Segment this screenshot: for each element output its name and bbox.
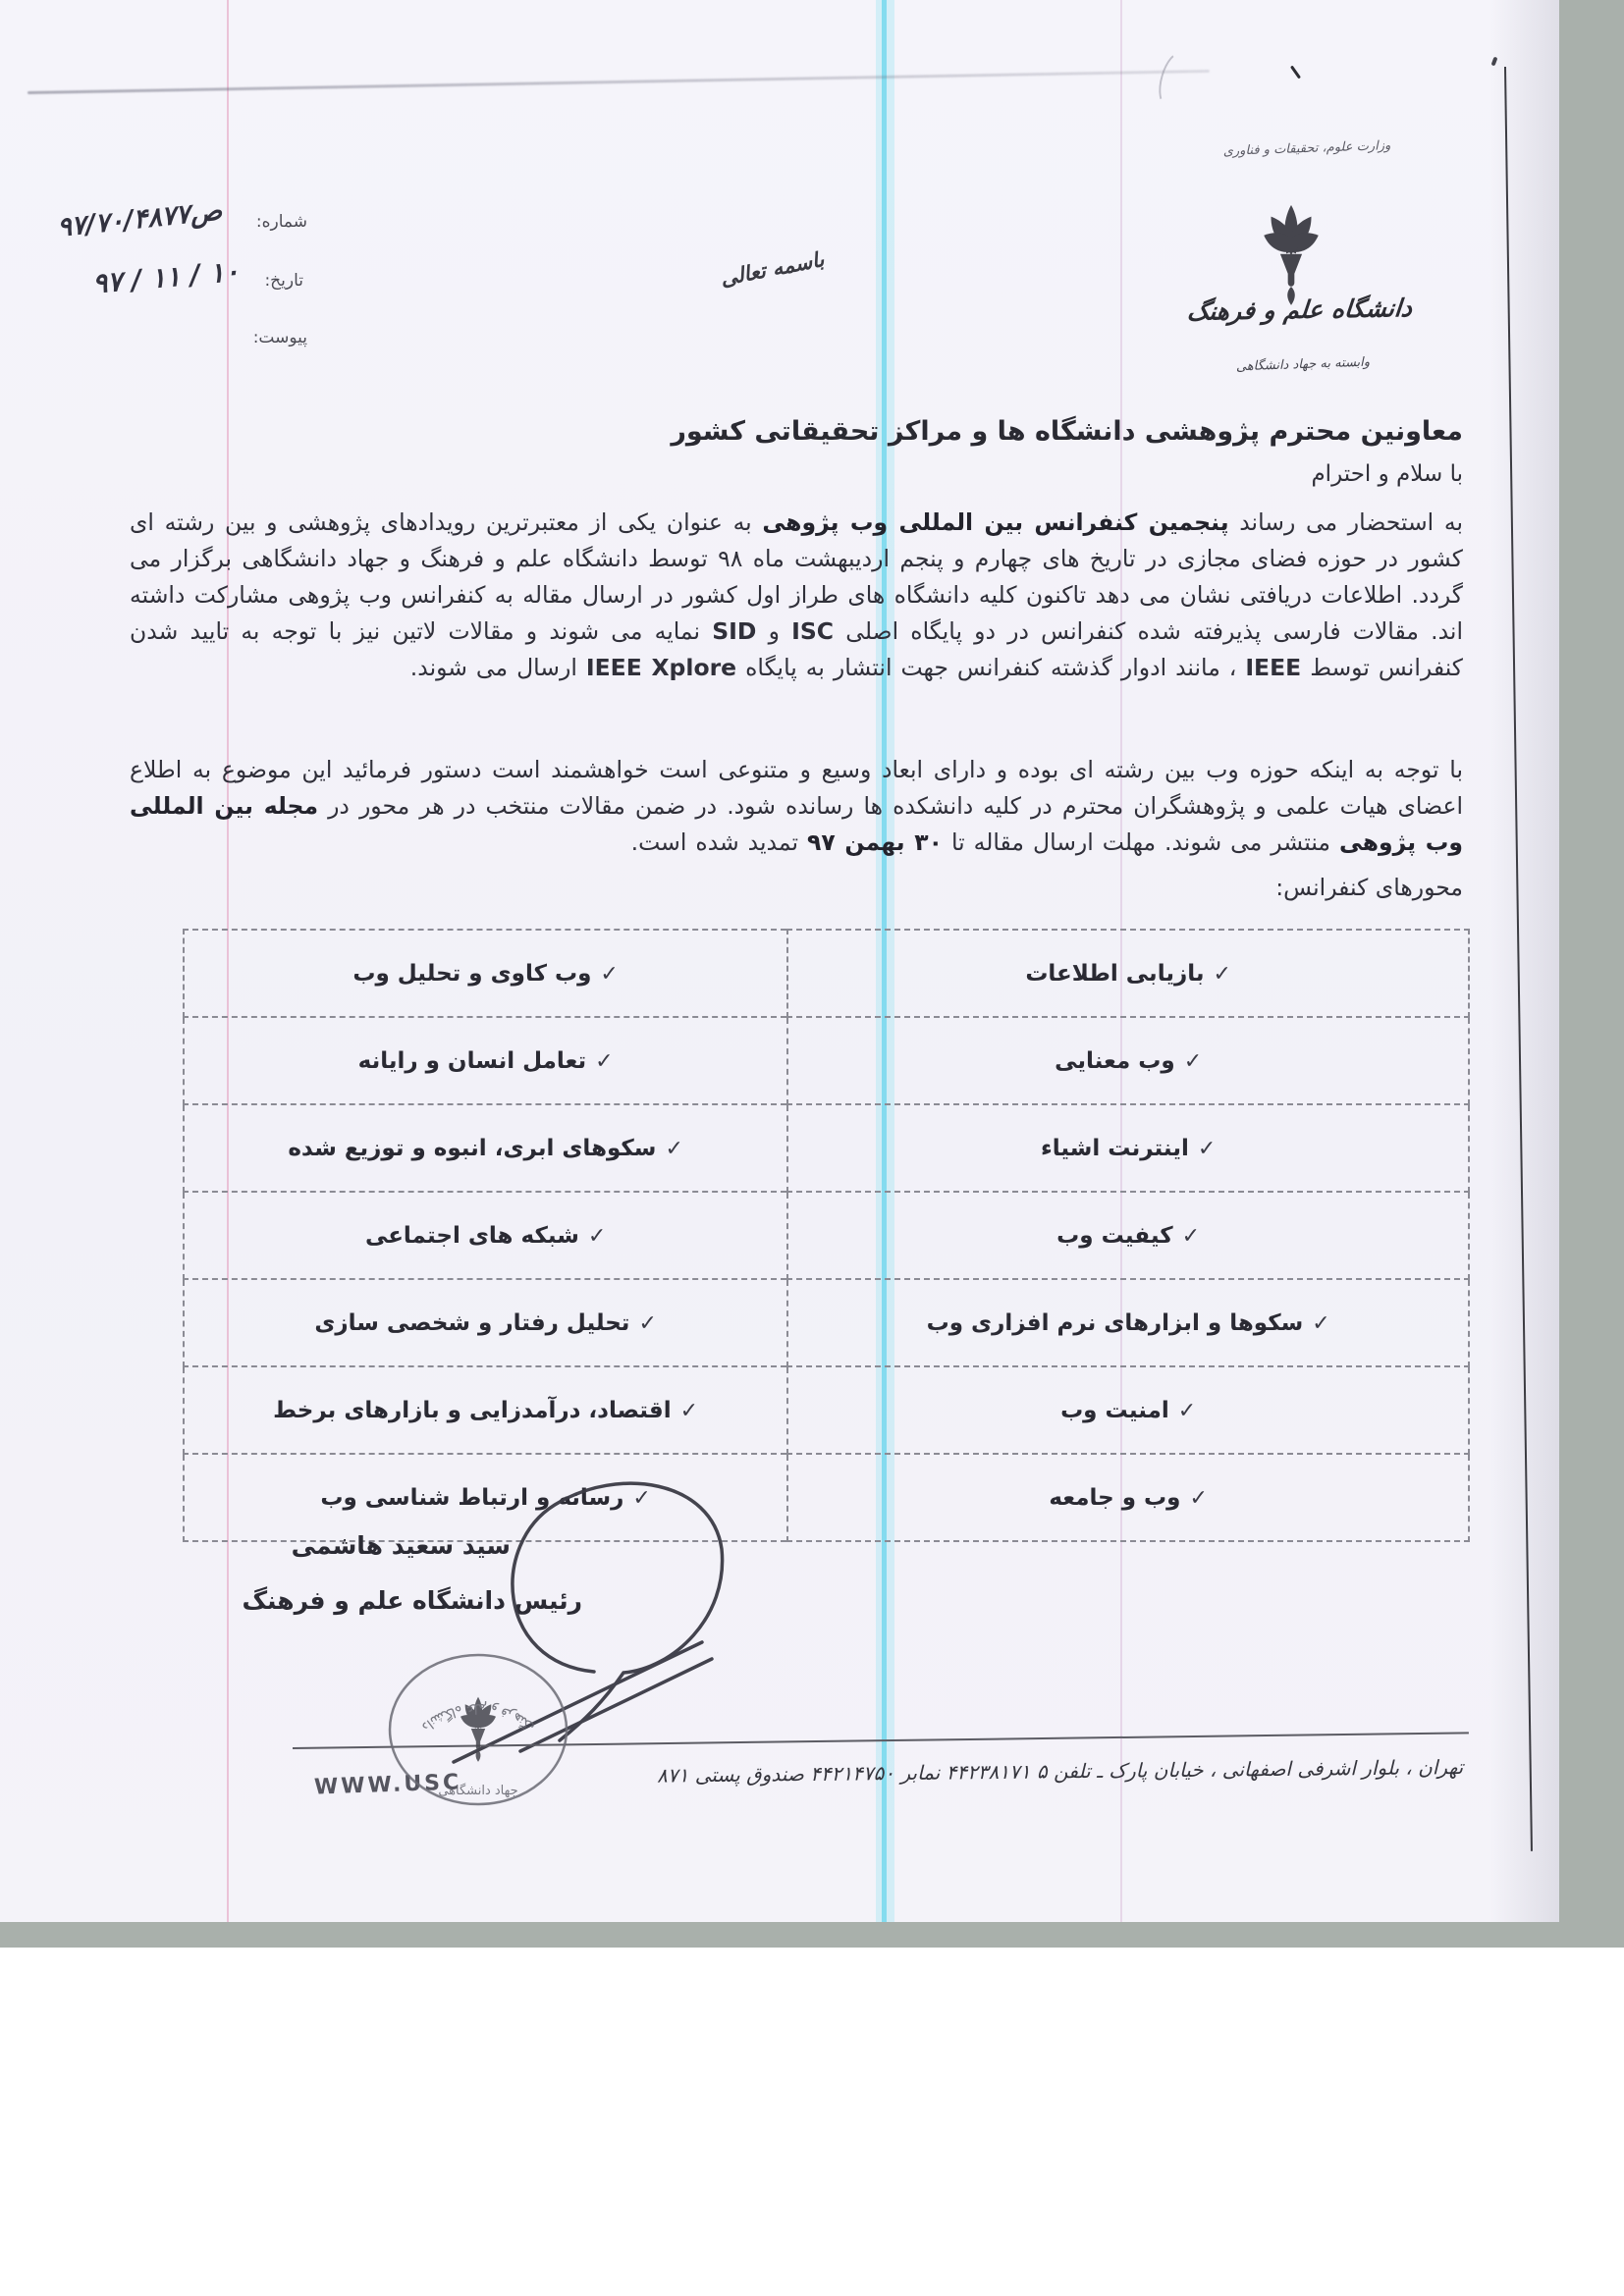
stamp-arc-bottom: جهاد دانشگاهی bbox=[438, 1784, 518, 1798]
date-value: ۹۷ / ۱۱ / ۱۰ bbox=[91, 254, 242, 300]
topic-label: سکوهای ابری، انبوه و توزیع شده bbox=[288, 1135, 657, 1161]
check-icon: ✓ bbox=[1189, 1485, 1208, 1511]
paper-edge-shadow bbox=[1490, 0, 1559, 1922]
check-icon: ✓ bbox=[1177, 1398, 1197, 1423]
check-icon: ✓ bbox=[665, 1136, 683, 1161]
ref-number-label: شماره: bbox=[255, 212, 307, 232]
topic-cell bbox=[787, 1104, 1469, 1192]
check-icon: ✓ bbox=[638, 1310, 657, 1336]
signatory-title: رئیس دانشگاه علم و فرهنگ bbox=[242, 1586, 582, 1615]
topic-cell bbox=[787, 1454, 1469, 1541]
topic-label: وب کاوی و تحلیل وب bbox=[352, 960, 592, 987]
check-icon: ✓ bbox=[1213, 961, 1231, 987]
topic-label: تعامل انسان و رایانه bbox=[357, 1047, 587, 1074]
check-icon: ✓ bbox=[595, 1048, 614, 1074]
check-icon: ✓ bbox=[1183, 1048, 1203, 1074]
table-row bbox=[184, 1104, 1469, 1192]
university-stamp bbox=[381, 1645, 575, 1814]
topic-cell bbox=[184, 1017, 787, 1104]
check-icon: ✓ bbox=[1197, 1136, 1217, 1161]
university-affiliation: وابسته به جهاد دانشگاهی bbox=[1235, 354, 1371, 375]
topic-label: تحلیل رفتار و شخصی سازی bbox=[314, 1309, 630, 1336]
topic-label: شبکه های اجتماعی bbox=[364, 1222, 579, 1249]
topic-cell bbox=[787, 1366, 1469, 1454]
topic-cell bbox=[787, 1192, 1469, 1279]
ref-number-value: ص۹۷/۷۰/۴۸۷۷ bbox=[55, 195, 224, 243]
table-row bbox=[184, 930, 1469, 1017]
topic-label: سکوها و ابزارهای نرم افزاری وب bbox=[926, 1309, 1304, 1336]
salutation: با سلام و احترام bbox=[1311, 461, 1463, 487]
table-row bbox=[184, 1366, 1469, 1454]
attachment-label: پیوست: bbox=[252, 328, 307, 347]
recipient-line: معاونین محترم پژوهشی دانشگاه ها و مراکز تحقیقاتی کشور bbox=[671, 416, 1463, 447]
check-icon: ✓ bbox=[587, 1223, 607, 1249]
check-icon: ✓ bbox=[632, 1485, 651, 1511]
check-icon: ✓ bbox=[1181, 1223, 1201, 1249]
ministry-name: وزارت علوم، تحقیقات و فناوری bbox=[1222, 138, 1391, 159]
topic-cell bbox=[787, 1017, 1469, 1104]
university-logo-flower-icon bbox=[1236, 187, 1346, 306]
topic-cell bbox=[787, 930, 1469, 1017]
topic-label: بازیابی اطلاعات bbox=[1025, 960, 1205, 987]
topic-label: اینترنت اشیاء bbox=[1040, 1135, 1189, 1161]
topic-cell bbox=[184, 1366, 787, 1454]
table-row bbox=[184, 1192, 1469, 1279]
stamp-arc-top: دانشگاه علم و فرهنگ bbox=[418, 1700, 538, 1735]
table-row bbox=[184, 1017, 1469, 1104]
bismillah-calligraphy: باسمه تعالی bbox=[718, 247, 827, 291]
topics-table bbox=[183, 929, 1470, 1542]
topic-label: رسانه و ارتباط شناسی وب bbox=[320, 1484, 624, 1511]
topic-cell bbox=[184, 1279, 787, 1366]
signatory-name: سید سعید هاشمی bbox=[291, 1531, 511, 1560]
date-label: تاریخ: bbox=[264, 271, 303, 291]
body-paragraph-2: با توجه به اینکه حوزه وب بین رشته ای بوده و دارای ابعاد وسیع و متنوعی است خواهشمند است دستور فرمائید این موضوع به اطلاع اعضای هیات علمی و پژوهشگران محترم در کلیه دانشکده ها رسانده شود. در ضمن مقالات منتخب در هر محور در مجله بین المللی وب پژوهی منتشر می شوند. مهلت ارسال مقاله تا ۳۰ بهمن ۹۷ تمدید شده است. bbox=[130, 756, 1463, 856]
topic-cell bbox=[184, 1104, 787, 1192]
footer-website: WWW.USC bbox=[313, 1770, 462, 1800]
body-paragraph-1: به استحضار می رساند پنجمین کنفرانس بین المللی وب پژوهی به عنوان یکی از معتبرترین رویدادهای پژوهشی و بین رشته ای کشور در حوزه فضای مجازی در تاریخ های چهارم و پنجم اردیبهشت ماه ۹۸ توسط دانشگاه علم و فرهنگ و جهاد دانشگاهی برگزار می گردد. اطلاعات دریافتی نشان می دهد تاکنون کلیه دانشگاه های طراز اول کشور در ارسال مقاله به کنفرانس وب پژوهی مشارکت داشته اند. مقالات فارسی پذیرفته شده کنفرانس در دو پایگاه اصلی ISC و SID نمایه می شوند و مقالات لاتین نیز با توجه به تایید شدن کنفرانس توسط IEEE ، مانند ادوار گذشته کنفرانس جهت انتشار به پایگاه IEEE Xplore ارسال می شوند. bbox=[130, 508, 1463, 681]
table-row bbox=[184, 1279, 1469, 1366]
table-row bbox=[184, 1454, 1469, 1541]
topic-label: وب معنایی bbox=[1055, 1047, 1175, 1074]
footer-address: تهران ، بلوار اشرفی اصفهانی ، خیابان پارک ـ تلفن ۵ ۴۴۲۳۸۱۷۱ نمابر ۴۴۲۱۴۷۵۰ صندوق پستی ۸۷۱ bbox=[656, 1755, 1464, 1788]
topic-label: امنیت وب bbox=[1060, 1397, 1169, 1423]
check-icon: ✓ bbox=[600, 961, 619, 987]
topic-cell bbox=[787, 1279, 1469, 1366]
topic-cell bbox=[184, 930, 787, 1017]
university-name: دانشگاه علم و فرهنگ bbox=[1185, 294, 1414, 327]
topics-heading: محورهای کنفرانس: bbox=[1275, 874, 1463, 901]
check-icon: ✓ bbox=[679, 1398, 699, 1423]
topic-cell bbox=[184, 1192, 787, 1279]
topic-label: کیفیت وب bbox=[1056, 1222, 1173, 1249]
topic-label: وب و جامعه bbox=[1049, 1484, 1181, 1511]
topic-label: اقتصاد، درآمدزایی و بازارهای برخط bbox=[273, 1397, 672, 1423]
check-icon: ✓ bbox=[1312, 1310, 1330, 1336]
